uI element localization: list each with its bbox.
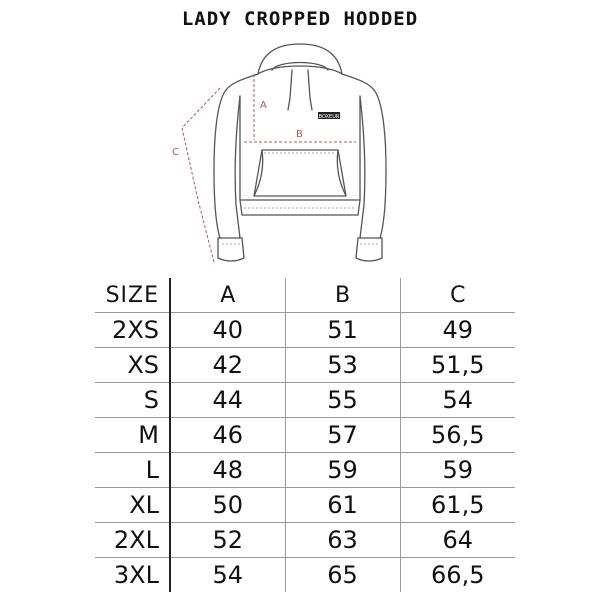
value-cell: 46 bbox=[170, 418, 285, 453]
header-a: A bbox=[170, 278, 285, 313]
measure-label-a: A bbox=[260, 100, 267, 111]
size-cell: 3XL bbox=[95, 558, 170, 593]
value-cell: 51,5 bbox=[400, 348, 515, 383]
measure-label-b: B bbox=[296, 129, 303, 140]
size-table bbox=[95, 278, 515, 592]
page-title: LADY CROPPED HODDED bbox=[181, 8, 419, 30]
header-b: B bbox=[285, 278, 400, 313]
table-row bbox=[95, 453, 515, 488]
value-cell: 54 bbox=[170, 558, 285, 593]
brand-logo-text: BOXEUR bbox=[318, 114, 340, 120]
value-cell: 49 bbox=[400, 313, 515, 348]
table-row bbox=[95, 558, 515, 593]
value-cell: 64 bbox=[400, 523, 515, 558]
value-cell: 57 bbox=[285, 418, 400, 453]
size-cell: M bbox=[95, 418, 170, 453]
value-cell: 63 bbox=[285, 523, 400, 558]
value-cell: 59 bbox=[285, 453, 400, 488]
value-cell: 55 bbox=[285, 383, 400, 418]
hoodie-diagram bbox=[0, 0, 600, 270]
value-cell: 59 bbox=[400, 453, 515, 488]
value-cell: 61,5 bbox=[400, 488, 515, 523]
value-cell: 42 bbox=[170, 348, 285, 383]
size-cell: XS bbox=[95, 348, 170, 383]
size-cell: XL bbox=[95, 488, 170, 523]
size-cell: L bbox=[95, 453, 170, 488]
value-cell: 66,5 bbox=[400, 558, 515, 593]
value-cell: 52 bbox=[170, 523, 285, 558]
value-cell: 40 bbox=[170, 313, 285, 348]
value-cell: 50 bbox=[170, 488, 285, 523]
size-cell: S bbox=[95, 383, 170, 418]
table-row bbox=[95, 418, 515, 453]
value-cell: 44 bbox=[170, 383, 285, 418]
table-row bbox=[95, 383, 515, 418]
header-c: C bbox=[400, 278, 515, 313]
table-row bbox=[95, 313, 515, 348]
size-cell: 2XS bbox=[95, 313, 170, 348]
size-cell: 2XL bbox=[95, 523, 170, 558]
value-cell: 61 bbox=[285, 488, 400, 523]
table-row bbox=[95, 348, 515, 383]
table-row bbox=[95, 488, 515, 523]
value-cell: 54 bbox=[400, 383, 515, 418]
value-cell: 48 bbox=[170, 453, 285, 488]
value-cell: 56,5 bbox=[400, 418, 515, 453]
value-cell: 65 bbox=[285, 558, 400, 593]
table-header-row bbox=[95, 278, 515, 313]
header-size: SIZE bbox=[95, 278, 170, 313]
value-cell: 53 bbox=[285, 348, 400, 383]
table-row bbox=[95, 523, 515, 558]
value-cell: 51 bbox=[285, 313, 400, 348]
measure-label-c: C bbox=[172, 147, 179, 158]
